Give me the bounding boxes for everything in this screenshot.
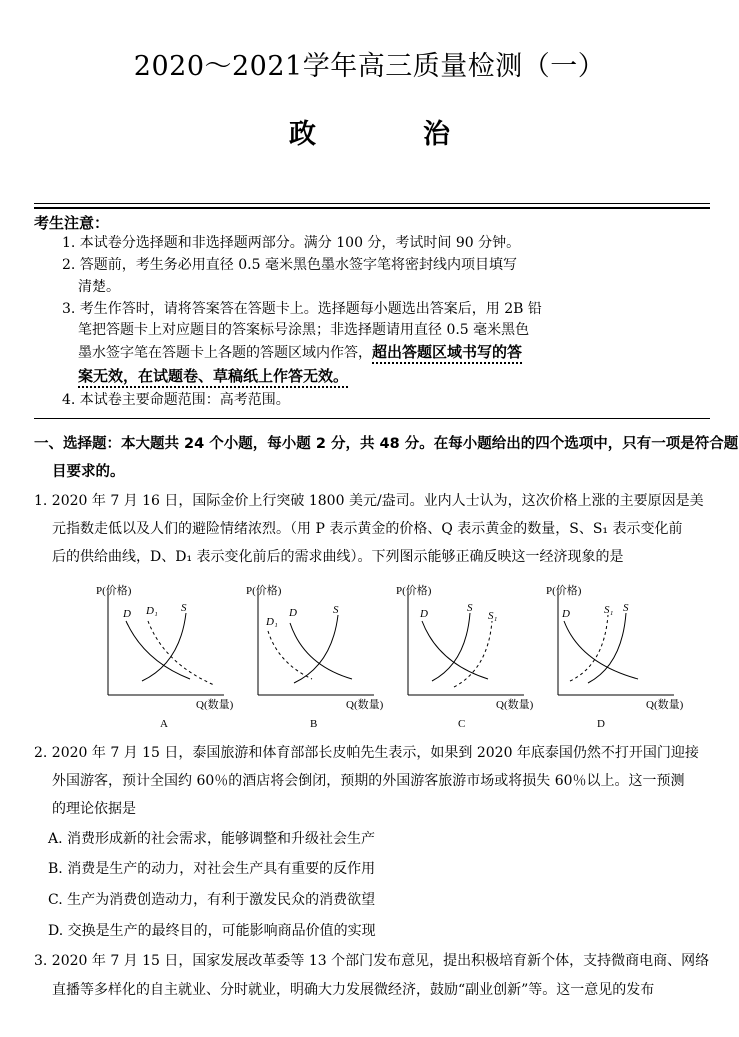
graph-b [242, 583, 402, 733]
graph-c-x-label: Q(数量) [496, 699, 534, 711]
notice-bottom-rule [34, 418, 710, 419]
graph-a-y-label: P(价格) [96, 585, 132, 597]
graph-a-label-2: D₁ [146, 605, 158, 617]
graph-b-label-2: D [289, 607, 297, 619]
graph-b-curve-d1 [268, 631, 312, 679]
graph-c-curve-s1 [454, 621, 492, 687]
graph-a-option: A [160, 718, 168, 730]
q1-line-2: 元指数走低以及人们的避险情绪浓烈。（用 P 表示黄金的价格、Q 表示黄金的数量，S、S₁ 表示变化前 [52, 521, 683, 537]
graph-d-label-3: S [623, 602, 629, 614]
graph-d-curve-s1 [570, 615, 608, 681]
q2-option-d: D. 交换是生产的最终目的，可能影响商品价值的实现 [48, 923, 376, 939]
graph-b-label-3: S [333, 604, 339, 616]
q3-line-1: 3. 2020 年 7 月 15 日，国家发展改革委等 13 个部门发布意见，提出积极培育新个体，支持微商电商、网络 [34, 953, 710, 969]
notice-item-3-cont3 [78, 366, 348, 388]
graph-a-label-1: D [123, 608, 131, 620]
q2-option-a: A. 消费形成新的社会需求，能够调整和升级社会生产 [48, 831, 376, 847]
graph-c [392, 583, 552, 733]
q2-option-b: B. 消费是生产的动力，对社会生产具有重要的反作用 [48, 861, 376, 877]
q1-line-3: 后的供给曲线，D、D₁ 表示变化前后的需求曲线）。下列图示能够正确反映这一经济现象的是 [52, 549, 624, 565]
section1-heading-cont: 目要求的。 [52, 464, 125, 480]
graph-d-label-2: S₁ [604, 604, 614, 616]
q2-line-1: 2. 2020 年 7 月 15 日，泰国旅游和体育部部长皮帕先生表示，如果到 2020 年底泰国仍然不打开国门迎接 [34, 745, 699, 761]
graph-d-label-1: D [562, 608, 570, 620]
q3-line-2: 直播等多样化的自主就业、分时就业，明确大力发展微经济，鼓励“副业创新”等。这一意见的发布 [52, 982, 655, 998]
graph-a [92, 583, 252, 733]
notice-emphasis-1: 超出答题区域书写的答 [372, 343, 523, 361]
graph-c-label-2: S [467, 602, 473, 614]
graph-c-curve-d [422, 621, 488, 679]
q2-line-3: 的理论依据是 [52, 801, 136, 817]
graph-a-x-label: Q(数量) [196, 699, 234, 711]
q2-option-c: C. 生产为消费创造动力，有利于激发民众的消费欲望 [48, 892, 376, 908]
graph-c-label-1: D [420, 608, 428, 620]
q2-line-2: 外国游客，预计全国约 60％的酒店将会倒闭，预期的外国游客旅游市场或将损失 60％以上。这一预测 [52, 773, 685, 789]
graph-a-label-3: S [181, 602, 187, 614]
notice-heading: 考生注意： [34, 214, 110, 232]
graph-c-label-3: S₁ [488, 610, 498, 622]
graph-d-curve-s [588, 613, 626, 683]
exam-title: 2020～2021学年高三质量检测（一） [133, 51, 606, 82]
notice-item-4: 4. 本试卷主要命题范围：高考范围。 [62, 392, 290, 408]
graph-b-option: B [310, 718, 318, 730]
graph-c-option: C [458, 718, 466, 730]
notice-item-1: 1. 本试卷分选择题和非选择题两部分。满分 100 分，考试时间 90 分钟。 [62, 235, 521, 251]
graph-b-y-label: P(价格) [246, 585, 282, 597]
notice-item-2: 2. 答题前，考生务必用直径 0.5 毫米黑色墨水签字笔将密封线内项目填写 [62, 257, 517, 273]
subject-title: 政 治 [289, 119, 490, 150]
graph-d-y-label: P(价格) [546, 585, 582, 597]
graph-d [542, 583, 702, 733]
graph-d-x-label: Q(数量) [646, 699, 684, 711]
graph-d-curve-d [564, 621, 638, 679]
section1-heading: 一、选择题：本大题共 24 个小题，每小题 2 分，共 48 分。在每小题给出的四个选项中，只有一项是符合题 [34, 436, 739, 452]
graph-c-y-label: P(价格) [396, 585, 432, 597]
top-rule-thick [34, 207, 710, 209]
graph-b-x-label: Q(数量) [346, 699, 384, 711]
q1-line-1: 1. 2020 年 7 月 16 日，国际金价上行突破 1800 美元/盎司。业内人士认为，这次价格上涨的主要原因是美 [34, 493, 704, 509]
notice-emphasis-2: 案无效，在试题卷、草稿纸上作答无效。 [78, 367, 349, 385]
graph-b-label-1: D₁ [266, 616, 278, 628]
notice-item-3-text: 墨水签字笔在答题卡上各题的答题区域内作答， [78, 345, 372, 361]
graph-b-curve-d [290, 623, 352, 679]
graph-d-option: D [597, 718, 605, 730]
notice-item-3-cont2 [78, 342, 522, 364]
top-rule [34, 203, 710, 204]
notice-item-2-cont: 清楚。 [78, 279, 120, 295]
notice-item-3-cont1: 笔把答题卡上对应题目的答案标号涂黑；非选择题请用直径 0.5 毫米黑色 [78, 322, 530, 338]
notice-item-3: 3. 考生作答时，请将答案答在答题卡上。选择题每小题选出答案后，用 2B 铅 [62, 301, 542, 317]
